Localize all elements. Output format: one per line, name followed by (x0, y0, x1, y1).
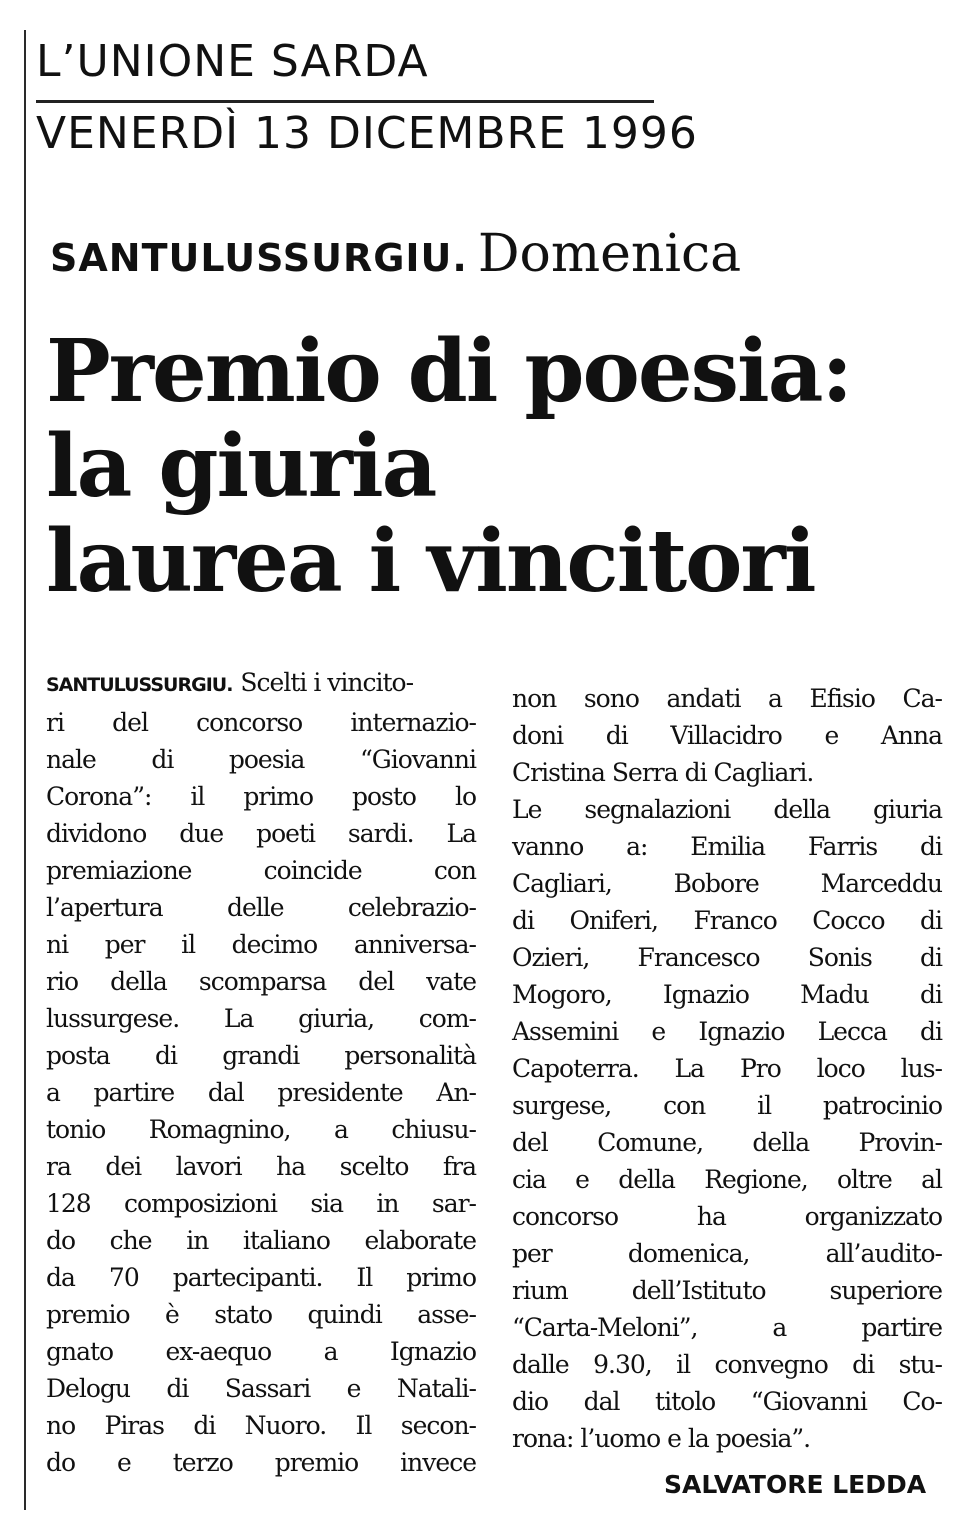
column-line: nale di poesia “Giovanni (46, 745, 476, 774)
column-line: surgese, con il patrocinio (512, 1091, 942, 1120)
column-line: del Comune, della Provin- (512, 1128, 942, 1157)
column-line: di Oniferi, Franco Cocco di (512, 906, 942, 935)
column-line: Mogoro, Ignazio Madu di (512, 980, 942, 1009)
column-line: premio è stato quindi asse- (46, 1300, 476, 1329)
column-line: tonio Romagnino, a chiusu- (46, 1115, 476, 1144)
column-line: 128 composizioni sia in sar- (46, 1189, 476, 1218)
headline-line: Premio di poesia: (46, 321, 852, 422)
newspaper-name: L’UNIONE SARDA (36, 36, 429, 87)
column-line: l’apertura delle celebrazio- (46, 893, 476, 922)
column-line: ri del concorso internazio- (46, 708, 476, 737)
column-line: dio dal titolo “Giovanni Co- (512, 1387, 942, 1416)
column-line: Delogu di Sassari e Natali- (46, 1374, 476, 1403)
article-byline: SALVATORE LEDDA (664, 1470, 927, 1499)
column-line (46, 664, 476, 704)
column-line: a partire dal presidente An- (46, 1078, 476, 1107)
column-line: doni di Villacidro e Anna (512, 721, 942, 750)
column-line: da 70 partecipanti. Il primo (46, 1263, 476, 1292)
column-line: Cagliari, Bobore Marceddu (512, 869, 942, 898)
lead-place: SANTULUSSURGIU. (46, 674, 233, 696)
headline-line: la giuria (46, 416, 436, 517)
column-line: gnato ex-aequo a Ignazio (46, 1337, 476, 1366)
kicker-place: SANTULUSSURGIU. (50, 236, 468, 280)
column-line: Corona”: il primo posto lo (46, 782, 476, 811)
column-line: Ozieri, Francesco Sonis di (512, 943, 942, 972)
column-line: posta di grandi personalità (46, 1041, 476, 1070)
column-line: Capoterra. La Pro loco lus- (512, 1054, 942, 1083)
column-line: Assemini e Ignazio Lecca di (512, 1017, 942, 1046)
column-line: rium dell’Istituto superiore (512, 1276, 942, 1305)
column-line: do e terzo premio invece (46, 1448, 476, 1477)
column-line: rio della scomparsa del vate (46, 967, 476, 996)
column-line: Le segnalazioni della giuria (512, 795, 942, 824)
column-line: rona: l’uomo e la poesia”. (512, 1424, 811, 1453)
column-line: ni per il decimo anniversa- (46, 930, 476, 959)
column-line: lussurgese. La giuria, com- (46, 1004, 476, 1033)
column-line: “Carta-Meloni”, a partire (512, 1313, 942, 1342)
column-line: dalle 9.30, il convegno di stu- (512, 1350, 942, 1379)
article-headline (46, 321, 946, 612)
column-line-text: Scelti i vincito- (240, 668, 414, 697)
masthead-divider (36, 100, 654, 103)
column-line: concorso ha organizzato (512, 1202, 942, 1231)
column-line: ra dei lavori ha scelto fra (46, 1152, 476, 1181)
column-line: per domenica, all’audito- (512, 1239, 942, 1268)
page-left-rule (24, 30, 26, 1510)
column-line: Cristina Serra di Cagliari. (512, 758, 814, 787)
publication-date: VENERDÌ 13 DICEMBRE 1996 (36, 108, 698, 159)
column-line: vanno a: Emilia Farris di (512, 832, 942, 861)
article-column-left (46, 664, 476, 1481)
column-line: premiazione coincide con (46, 856, 476, 885)
column-line: do che in italiano elaborate (46, 1226, 476, 1255)
column-line: dividono due poeti sardi. La (46, 819, 476, 848)
column-line: cia e della Regione, oltre al (512, 1165, 942, 1194)
article-kicker (50, 224, 742, 284)
headline-line: laurea i vincitori (46, 511, 815, 612)
column-line: non sono andati a Efisio Ca- (512, 684, 942, 713)
article-column-right (512, 680, 942, 1457)
kicker-word: Domenica (477, 224, 742, 284)
column-line: no Piras di Nuoro. Il secon- (46, 1411, 476, 1440)
